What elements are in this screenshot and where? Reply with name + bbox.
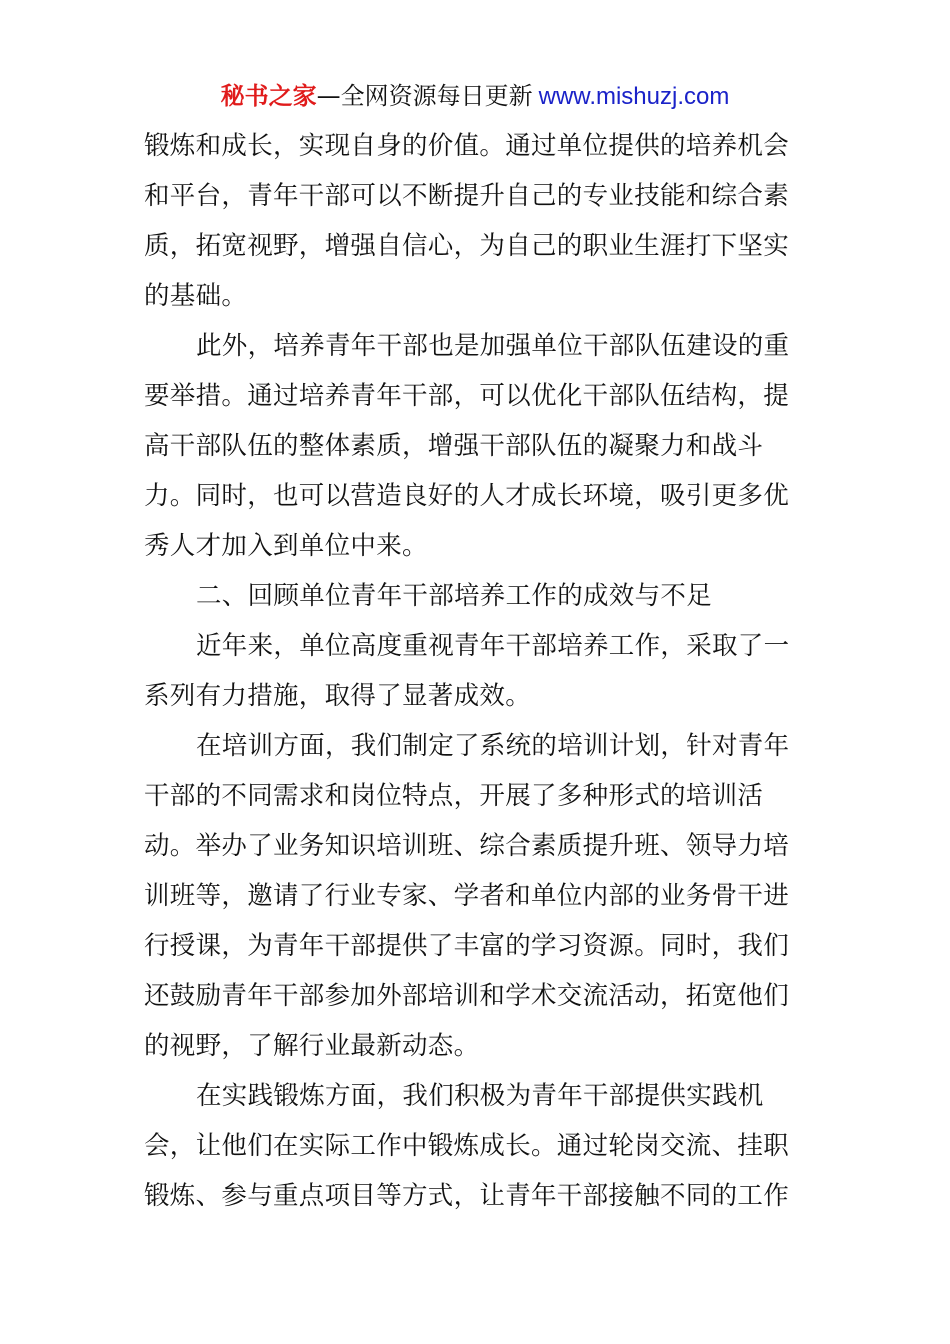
text-line: 在培训方面，我们制定了系统的培训计划，针对青年	[196, 731, 790, 761]
document-body	[144, 121, 808, 1221]
text-line: 动。举办了业务知识培训班、综合素质提升班、领导力培	[144, 831, 790, 861]
text-line: 锻炼、参与重点项目等方式，让青年干部接触不同的工作	[144, 1181, 790, 1211]
text-line: 的视野，了解行业最新动态。	[144, 1031, 480, 1061]
text-line: 行授课，为青年干部提供了丰富的学习资源。同时，我们	[144, 931, 790, 961]
text-line: 高干部队伍的整体素质，增强干部队伍的凝聚力和战斗	[144, 431, 764, 461]
text-line: 还鼓励青年干部参加外部培训和学术交流活动，拓宽他们	[144, 981, 790, 1011]
text-line: 和平台，青年干部可以不断提升自己的专业技能和综合素	[144, 181, 790, 211]
text-line: 干部的不同需求和岗位特点，开展了多种形式的培训活	[144, 781, 764, 811]
text-line: 系列有力措施，取得了显著成效。	[144, 681, 532, 711]
text-line: 训班等，邀请了行业专家、学者和单位内部的业务骨干进	[144, 881, 790, 911]
brand-name: 秘书之家	[220, 82, 317, 110]
text-line: 的基础。	[144, 281, 248, 311]
text-line: 力。同时，也可以营造良好的人才成长环境，吸引更多优	[144, 481, 790, 511]
text-line: 此外，培养青年干部也是加强单位干部队伍建设的重	[196, 331, 790, 361]
text-line: 质，拓宽视野，增强自信心，为自己的职业生涯打下坚实	[144, 231, 790, 261]
text-line: 在实践锻炼方面，我们积极为青年干部提供实践机	[196, 1081, 764, 1111]
text-line: 锻炼和成长，实现自身的价值。通过单位提供的培养机会	[144, 131, 790, 161]
text-line: 二、回顾单位青年干部培养工作的成效与不足	[196, 581, 713, 611]
header-tagline: —全网资源每日更新	[316, 82, 533, 110]
site-url: www.mishuzj.com	[538, 83, 730, 110]
text-line: 要举措。通过培养青年干部，可以优化干部队伍结构，提	[144, 381, 790, 411]
text-line: 会，让他们在实际工作中锻炼成长。通过轮岗交流、挂职	[144, 1131, 790, 1161]
site-header	[0, 80, 950, 113]
text-line: 秀人才加入到单位中来。	[144, 531, 428, 561]
text-line: 近年来，单位高度重视青年干部培养工作，采取了一	[196, 631, 790, 661]
